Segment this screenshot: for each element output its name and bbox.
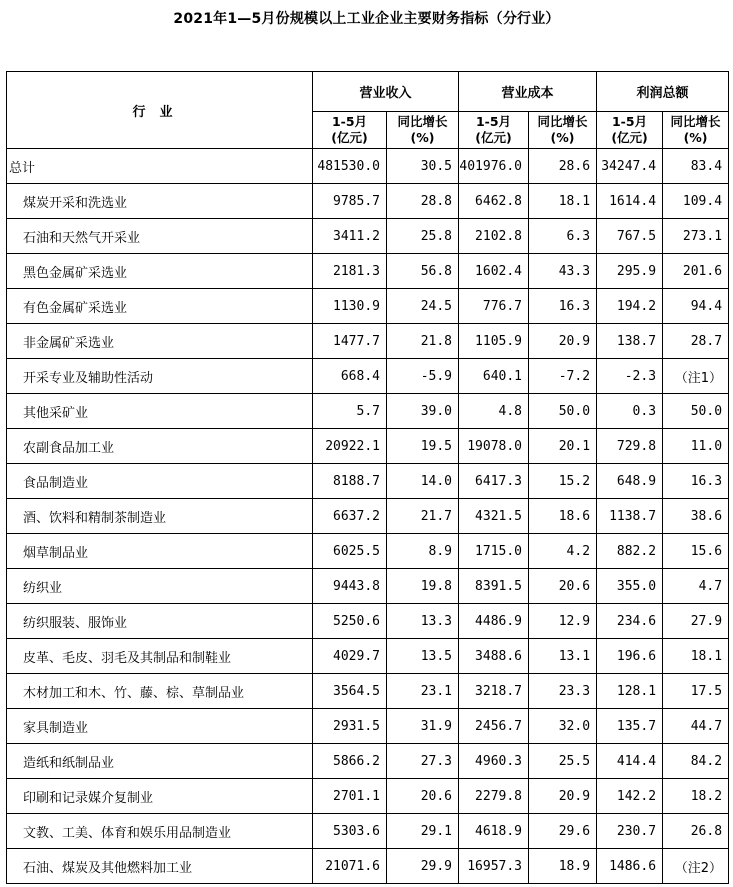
profit-value: 767.5	[597, 219, 663, 254]
cost-growth: 20.9	[529, 324, 597, 359]
industry-name: 文教、工美、体育和娱乐用品制造业	[7, 814, 313, 849]
header-cost-period: 1-5月 (亿元)	[459, 112, 529, 149]
profit-value: 230.7	[597, 814, 663, 849]
profit-value: 1614.4	[597, 184, 663, 219]
revenue-value: 5250.6	[313, 604, 387, 639]
cost-value: 2102.8	[459, 219, 529, 254]
cost-value: 1715.0	[459, 534, 529, 569]
profit-value: 355.0	[597, 569, 663, 604]
profit-value: 295.9	[597, 254, 663, 289]
cost-growth: 29.6	[529, 814, 597, 849]
cost-growth: 13.1	[529, 639, 597, 674]
industry-name: 食品制造业	[7, 464, 313, 499]
cost-value: 4486.9	[459, 604, 529, 639]
revenue-growth: 14.0	[387, 464, 459, 499]
profit-value: 729.8	[597, 429, 663, 464]
profit-growth: 27.9	[663, 604, 729, 639]
cost-growth: 32.0	[529, 709, 597, 744]
cost-growth: 25.5	[529, 744, 597, 779]
industry-name: 家具制造业	[7, 709, 313, 744]
cost-growth: 23.3	[529, 674, 597, 709]
table-row	[7, 849, 729, 884]
table-row	[7, 394, 729, 429]
table-row	[7, 744, 729, 779]
profit-growth: 83.4	[663, 149, 729, 184]
cost-growth: 18.1	[529, 184, 597, 219]
cost-growth: 20.6	[529, 569, 597, 604]
revenue-value: 6637.2	[313, 499, 387, 534]
industry-name: 印刷和记录媒介复制业	[7, 779, 313, 814]
revenue-value: 9785.7	[313, 184, 387, 219]
table-row	[7, 464, 729, 499]
profit-value: 1486.6	[597, 849, 663, 884]
profit-value: 142.2	[597, 779, 663, 814]
industry-name: 有色金属矿采选业	[7, 289, 313, 324]
header-industry: 行业	[7, 72, 313, 149]
industry-name: 煤炭开采和洗选业	[7, 184, 313, 219]
revenue-value: 1130.9	[313, 289, 387, 324]
industry-name: 非金属矿采选业	[7, 324, 313, 359]
industry-name: 总计	[7, 149, 313, 184]
table-row	[7, 709, 729, 744]
revenue-value: 668.4	[313, 359, 387, 394]
profit-value: 234.6	[597, 604, 663, 639]
cost-value: 4321.5	[459, 499, 529, 534]
profit-growth: 38.6	[663, 499, 729, 534]
profit-value: 1138.7	[597, 499, 663, 534]
industry-name: 其他采矿业	[7, 394, 313, 429]
cost-growth: 12.9	[529, 604, 597, 639]
table-row	[7, 149, 729, 184]
cost-value: 4618.9	[459, 814, 529, 849]
header-profit: 利润总额	[597, 72, 729, 112]
profit-value: 648.9	[597, 464, 663, 499]
revenue-growth: 25.8	[387, 219, 459, 254]
table-row	[7, 814, 729, 849]
revenue-value: 2181.3	[313, 254, 387, 289]
header-revenue: 营业收入	[313, 72, 459, 112]
revenue-value: 3411.2	[313, 219, 387, 254]
revenue-growth: 19.5	[387, 429, 459, 464]
cost-growth: 15.2	[529, 464, 597, 499]
industry-name: 皮革、毛皮、羽毛及其制品和制鞋业	[7, 639, 313, 674]
cost-value: 6417.3	[459, 464, 529, 499]
profit-growth: 17.5	[663, 674, 729, 709]
revenue-value: 21071.6	[313, 849, 387, 884]
table-row	[7, 569, 729, 604]
revenue-growth: 31.9	[387, 709, 459, 744]
revenue-value: 9443.8	[313, 569, 387, 604]
cost-value: 776.7	[459, 289, 529, 324]
profit-growth: 94.4	[663, 289, 729, 324]
header-row-groups	[7, 72, 729, 112]
profit-growth: 4.7	[663, 569, 729, 604]
cost-value: 1105.9	[459, 324, 529, 359]
header-revenue-growth: 同比增长 (%)	[387, 112, 459, 149]
profit-value: 414.4	[597, 744, 663, 779]
revenue-value: 2701.1	[313, 779, 387, 814]
revenue-growth: 20.6	[387, 779, 459, 814]
revenue-value: 2931.5	[313, 709, 387, 744]
revenue-value: 6025.5	[313, 534, 387, 569]
cost-growth: 20.9	[529, 779, 597, 814]
revenue-growth: 28.8	[387, 184, 459, 219]
table-row	[7, 359, 729, 394]
revenue-growth: 56.8	[387, 254, 459, 289]
table-row	[7, 219, 729, 254]
revenue-growth: 13.5	[387, 639, 459, 674]
revenue-growth: 29.1	[387, 814, 459, 849]
header-profit-growth: 同比增长 (%)	[663, 112, 729, 149]
cost-growth: 6.3	[529, 219, 597, 254]
profit-growth: 18.1	[663, 639, 729, 674]
profit-growth: （注1）	[663, 359, 729, 394]
table-row	[7, 779, 729, 814]
cost-growth: 4.2	[529, 534, 597, 569]
industry-name: 纺织业	[7, 569, 313, 604]
cost-growth: 28.6	[529, 149, 597, 184]
industry-name: 开采专业及辅助性活动	[7, 359, 313, 394]
revenue-value: 20922.1	[313, 429, 387, 464]
profit-growth: 201.6	[663, 254, 729, 289]
revenue-value: 1477.7	[313, 324, 387, 359]
profit-value: 194.2	[597, 289, 663, 324]
cost-growth: 43.3	[529, 254, 597, 289]
cost-value: 4.8	[459, 394, 529, 429]
profit-growth: 15.6	[663, 534, 729, 569]
cost-value: 640.1	[459, 359, 529, 394]
profit-growth: 109.4	[663, 184, 729, 219]
profit-value: -2.3	[597, 359, 663, 394]
table-row	[7, 289, 729, 324]
cost-growth: 16.3	[529, 289, 597, 324]
profit-value: 34247.4	[597, 149, 663, 184]
table-row	[7, 639, 729, 674]
cost-value: 1602.4	[459, 254, 529, 289]
profit-value: 0.3	[597, 394, 663, 429]
revenue-growth: 21.8	[387, 324, 459, 359]
industry-name: 木材加工和木、竹、藤、棕、草制品业	[7, 674, 313, 709]
table-row	[7, 534, 729, 569]
revenue-value: 5303.6	[313, 814, 387, 849]
profit-growth: 84.2	[663, 744, 729, 779]
cost-growth: 20.1	[529, 429, 597, 464]
header-profit-period: 1-5月 (亿元)	[597, 112, 663, 149]
page-title: 2021年1—5月份规模以上工业企业主要财务指标（分行业）	[173, 11, 560, 27]
profit-value: 135.7	[597, 709, 663, 744]
revenue-growth: 27.3	[387, 744, 459, 779]
table-row	[7, 499, 729, 534]
industry-name: 石油和天然气开采业	[7, 219, 313, 254]
profit-growth: 11.0	[663, 429, 729, 464]
profit-growth: 44.7	[663, 709, 729, 744]
profit-growth: 50.0	[663, 394, 729, 429]
revenue-growth: 23.1	[387, 674, 459, 709]
revenue-value: 4029.7	[313, 639, 387, 674]
profit-value: 882.2	[597, 534, 663, 569]
table-body	[7, 149, 729, 884]
industry-name: 酒、饮料和精制茶制造业	[7, 499, 313, 534]
industry-name: 烟草制品业	[7, 534, 313, 569]
profit-value: 138.7	[597, 324, 663, 359]
table-row	[7, 429, 729, 464]
revenue-growth: 30.5	[387, 149, 459, 184]
revenue-growth: 24.5	[387, 289, 459, 324]
cost-value: 4960.3	[459, 744, 529, 779]
cost-value: 19078.0	[459, 429, 529, 464]
profit-growth: 18.2	[663, 779, 729, 814]
revenue-growth: 13.3	[387, 604, 459, 639]
financial-indicators-table	[6, 71, 729, 884]
header-cost-growth: 同比增长 (%)	[529, 112, 597, 149]
revenue-value: 3564.5	[313, 674, 387, 709]
industry-name: 石油、煤炭及其他燃料加工业	[7, 849, 313, 884]
cost-value: 16957.3	[459, 849, 529, 884]
profit-growth: 273.1	[663, 219, 729, 254]
revenue-growth: 21.7	[387, 499, 459, 534]
cost-value: 2279.8	[459, 779, 529, 814]
table-row	[7, 674, 729, 709]
profit-value: 128.1	[597, 674, 663, 709]
cost-value: 401976.0	[459, 149, 529, 184]
industry-name: 纺织服装、服饰业	[7, 604, 313, 639]
table-row	[7, 604, 729, 639]
profit-growth: 16.3	[663, 464, 729, 499]
industry-name: 农副食品加工业	[7, 429, 313, 464]
cost-growth: 18.9	[529, 849, 597, 884]
table-row	[7, 324, 729, 359]
revenue-value: 5.7	[313, 394, 387, 429]
revenue-growth: -5.9	[387, 359, 459, 394]
revenue-growth: 29.9	[387, 849, 459, 884]
cost-growth: 18.6	[529, 499, 597, 534]
revenue-value: 5866.2	[313, 744, 387, 779]
revenue-value: 481530.0	[313, 149, 387, 184]
cost-value: 8391.5	[459, 569, 529, 604]
industry-name: 造纸和纸制品业	[7, 744, 313, 779]
profit-value: 196.6	[597, 639, 663, 674]
profit-growth: 28.7	[663, 324, 729, 359]
header-cost: 营业成本	[459, 72, 597, 112]
cost-value: 6462.8	[459, 184, 529, 219]
cost-value: 2456.7	[459, 709, 529, 744]
revenue-growth: 8.9	[387, 534, 459, 569]
revenue-growth: 19.8	[387, 569, 459, 604]
profit-growth: （注2）	[663, 849, 729, 884]
industry-name: 黑色金属矿采选业	[7, 254, 313, 289]
header-revenue-period: 1-5月 (亿元)	[313, 112, 387, 149]
revenue-growth: 39.0	[387, 394, 459, 429]
table-row	[7, 254, 729, 289]
table-row	[7, 184, 729, 219]
cost-value: 3488.6	[459, 639, 529, 674]
cost-growth: 50.0	[529, 394, 597, 429]
revenue-value: 8188.7	[313, 464, 387, 499]
cost-value: 3218.7	[459, 674, 529, 709]
cost-growth: -7.2	[529, 359, 597, 394]
profit-growth: 26.8	[663, 814, 729, 849]
